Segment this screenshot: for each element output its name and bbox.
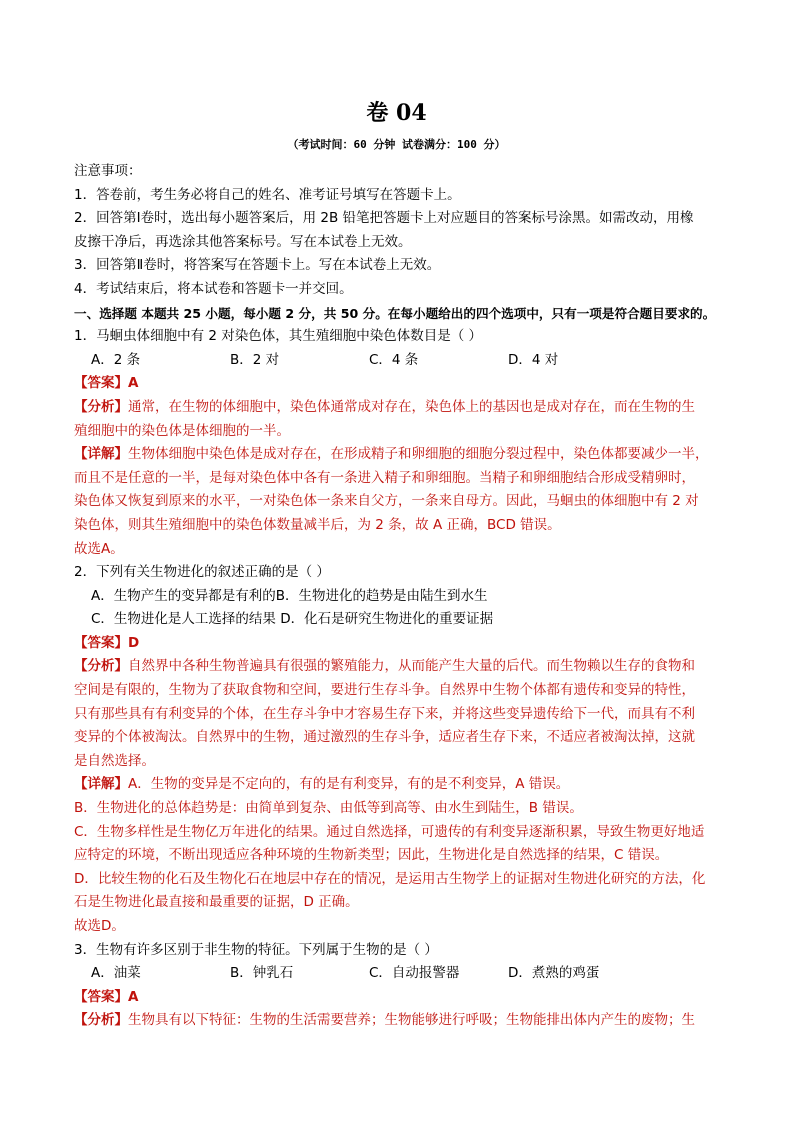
note-item: 1．答卷前，考生务必将自己的姓名、准考证号填写在答题卡上。 [74,186,461,203]
option-d: D．煮熟的鸡蛋 [508,965,600,982]
notes-heading: 注意事项： [74,163,142,179]
analysis-line: 只有那些具有有利变异的个体，在生存斗争中才容易生存下来，并将这些变异遗传给下一代，而具有不利 [74,705,695,722]
answer-value: A [128,988,139,1005]
analysis-line: 自然界中各种生物普遍具有很强的繁殖能力，从而能产生大量的后代。而生物赖以生存的食物和 [128,658,695,675]
analysis-tag: 【分析】 [74,1012,128,1029]
analysis-line: 是自然选择。 [74,752,155,769]
detail-line: B．生物进化的总体趋势是：由简单到复杂、由低等到高等、由水生到陆生，B 错误。 [74,800,583,817]
detail-line: A．生物的变异是不定向的，有的是有利变异，有的是不利变异，A 错误。 [128,776,570,793]
question-1-answer [74,372,724,396]
detail-line: 应特定的环境，不断出现适应各种环境的生物新类型；因此，生物进化是自然选择的结果，C 错误。 [74,847,669,864]
option-c: C．自动报警器 [369,965,460,982]
question-2-analysis [74,655,724,679]
question-3-stem: 3．生物有许多区别于非生物的特征。下列属于生物的是（ ） [74,941,438,958]
question-2-conclusion: 故选D。 [74,918,125,934]
option-b: B．2 对 [230,351,280,368]
option-a: A．2 条 [91,351,141,368]
analysis-line: 变异的个体被淘汰。自然界中的生物，通过激烈的生存斗争，适应者生存下来，不适应者被淘汰掉，这就 [74,729,695,746]
note-item: 3．回答第Ⅱ卷时，将答案写在答题卡上。写在本试卷上无效。 [74,257,441,274]
answer-value: D [128,634,140,651]
page-title: 卷 04 [366,100,427,126]
analysis-line: 空间是有限的，生物为了获取食物和空间，要进行生存斗争。自然界中生物个体都有遗传和变异的特性， [74,682,695,699]
detail-line: 生物体细胞中染色体是成对存在，在形成精子和卵细胞的细胞分裂过程中，染色体都要减少一半， [128,446,709,463]
note-item: 4．考试结束后，将本试卷和答题卡一并交回。 [74,280,353,297]
option-d: D．4 对 [508,351,559,368]
detail-line: C．生物多样性是生物亿万年进化的结果。通过自然选择，可遗传的有利变异逐渐积累，导致生物更好地适 [74,823,705,840]
section-heading: 一、选择题 本题共 25 小题，每小题 2 分，共 50 分。在每小题给出的四个选项中，只有一项是符合题目要求的。 [74,305,716,321]
answer-tag: 【答案】 [74,375,128,392]
exam-content [74,160,724,1033]
question-2-answer [74,632,724,656]
option-a: A．油菜 [91,965,141,982]
detail-tag: 【详解】 [74,776,128,793]
exam-info: （考试时间：60 分钟 试卷满分：100 分） [287,138,506,151]
answer-tag: 【答案】 [74,634,128,651]
question-1-detail [74,443,724,467]
answer-value: A [128,375,139,392]
option-b: B．钟乳石 [230,965,294,982]
question-2-stem: 2．下列有关生物进化的叙述正确的是（ ） [74,564,330,581]
answer-tag: 【答案】 [74,988,128,1005]
question-3-analysis [74,1009,724,1033]
question-3-answer [74,986,724,1010]
question-1-analysis [74,396,724,420]
question-3-options [74,962,724,986]
detail-line: 石是生物进化最直接和最重要的证据，D 正确。 [74,894,359,911]
question-2-options-row: A．生物产生的变异都是有利的B．生物进化的趋势是由陆生到水生 [91,587,488,604]
option-c: C．4 条 [369,351,419,368]
detail-line: D．比较生物的化石及生物化石在地层中存在的情况，是运用古生物学上的证据对生物进化研究的方法，化 [74,870,706,887]
analysis-line: 生物具有以下特征：生物的生活需要营养；生物能够进行呼吸；生物能排出体内产生的废物；生 [128,1012,695,1029]
detail-line: 染色体，则其生殖细胞中的染色体数量减半后，为 2 条，故 A 正确，BCD 错误。 [74,516,561,533]
detail-line: 染色体又恢复到原来的水平，一对染色体一条来自父方，一条来自母方。因此，马蛔虫的体细胞中有 2 对 [74,493,699,510]
note-item: 2．回答第Ⅰ卷时，选出每小题答案后，用 2B 铅笔把答题卡上对应题目的答案标号涂黑。如需改动，用橡 [74,210,694,227]
analysis-line: 通常，在生物的体细胞中，染色体通常成对存在，染色体上的基因也是成对存在，而在生物的生 [128,398,695,415]
detail-line: 而且不是任意的一半，是每对染色体中各有一条进入精子和卵细胞。当精子和卵细胞结合形成受精卵时， [74,469,695,486]
detail-tag: 【详解】 [74,446,128,463]
note-item: 皮擦干净后，再选涂其他答案标号。写在本试卷上无效。 [74,233,412,250]
question-1-conclusion: 故选A。 [74,540,124,557]
analysis-tag: 【分析】 [74,398,128,415]
question-2-options-row: C．生物进化是人工选择的结果 D．化石是研究生物进化的重要证据 [91,611,494,628]
question-1-options [74,349,724,373]
question-2-detail [74,773,724,797]
question-1-stem: 1．马蛔虫体细胞中有 2 对染色体，其生殖细胞中染色体数目是（ ） [74,328,483,345]
analysis-line: 殖细胞中的染色体是体细胞的一半。 [74,422,290,439]
analysis-tag: 【分析】 [74,658,128,675]
